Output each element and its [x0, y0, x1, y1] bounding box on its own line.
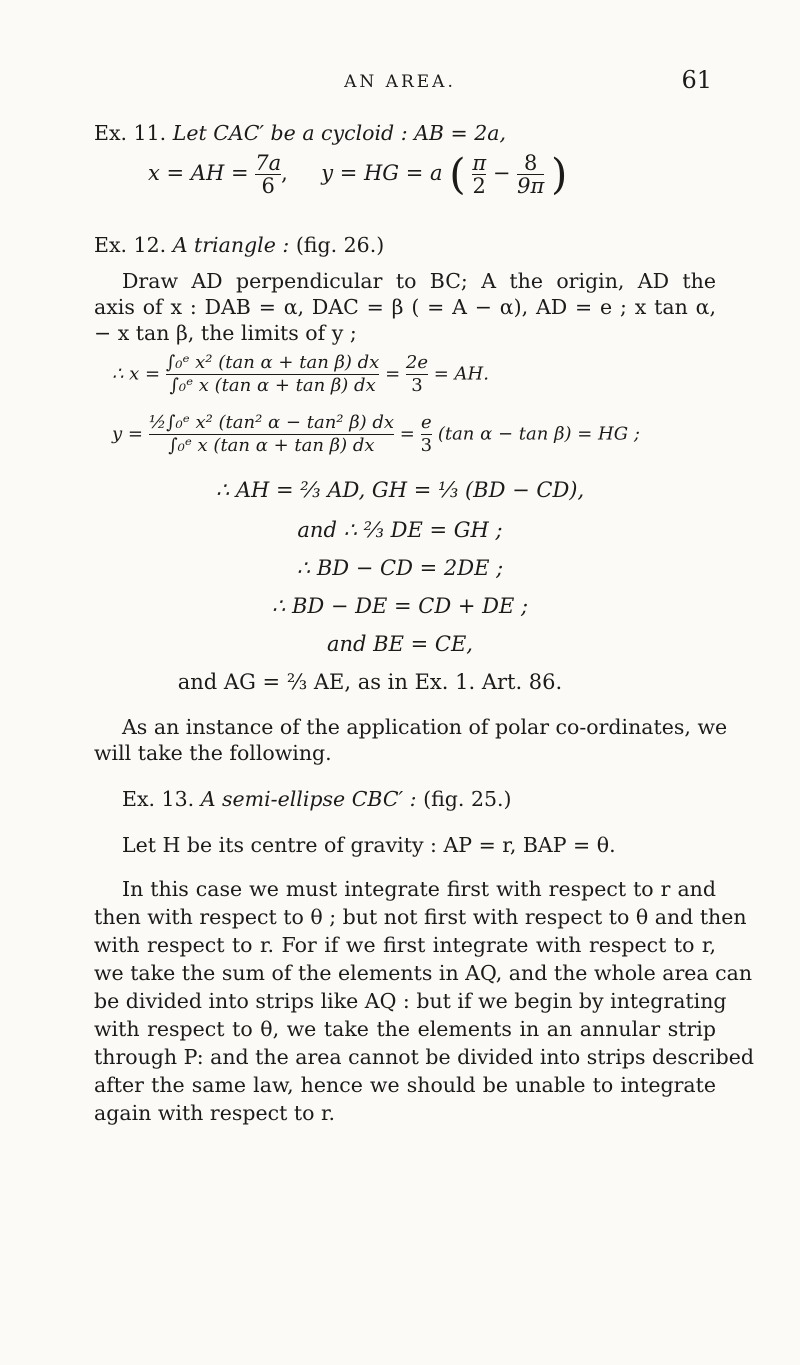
running-head: AN AREA. [344, 72, 456, 92]
ex13-para-line: we take the sum of the elements in AQ, and the whole area can [94, 961, 753, 985]
eq2-rhs: (tan α − tan β) = HG ; [437, 423, 640, 445]
eq1-frac-num: 2e [405, 352, 429, 373]
eq2-num: ½∫₀ᵉ x² (tan² α − tan² β) dx [148, 412, 395, 433]
ex12-label: Ex. 12. [94, 233, 167, 257]
eq1-lhs: ∴ x = [112, 363, 161, 385]
ex13-para-line: In this case we must integrate first with respect to r and [122, 877, 716, 901]
eq2-fraction [149, 412, 394, 457]
ex11-eight-den: 9π [517, 174, 545, 198]
ex11-x-lhs: x = AH = [148, 161, 249, 185]
ex11-x-den: 6 [255, 174, 281, 197]
ex12-step-3: ∴ BD − CD = 2DE ; [296, 556, 504, 580]
ex12-step-1: ∴ AH = ⅔ AD, GH = ⅓ (BD − CD), [215, 478, 585, 502]
ex11-y-lhs: y = HG = a [321, 161, 443, 185]
ex11-x-fraction [255, 152, 281, 197]
ex12-heading [94, 232, 716, 258]
ex11-eight-num: 8 [523, 151, 538, 175]
ex13-para-line: with respect to θ, we take the elements in an annular strip [94, 1017, 716, 1041]
ex11-pi-num: π [472, 151, 487, 175]
ex13-label: Ex. 13. [122, 787, 195, 811]
ex11-label: Ex. 11. [94, 121, 167, 145]
ex13-para-line: after the same law, hence we should be unable to integrate [94, 1073, 716, 1097]
eq1-result-fraction [406, 352, 428, 397]
ex13-para-line: through P: and the area cannot be divided into strips described [94, 1045, 754, 1069]
ex12-title: A triangle : [172, 233, 290, 257]
ex13-fig-ref: (fig. 25.) [423, 787, 512, 811]
ex11-text: Let CAC′ be a cycloid : AB = 2a, [172, 121, 506, 145]
eq2-mid: = [399, 423, 415, 445]
ex12-line-3: − x tan β, the limits of y ; [94, 321, 357, 345]
ex11-eight-fraction [517, 152, 544, 197]
ex13-title: A semi-ellipse CBC′ : [200, 787, 417, 811]
ex12-equation-y [112, 412, 640, 457]
ex11-heading [94, 120, 716, 146]
eq2-den: ∫₀ᵉ x (tan α + tan β) dx [149, 434, 394, 457]
eq2-frac-den: 3 [420, 435, 433, 456]
page-number: 61 [681, 66, 712, 94]
ex12-step-6: and AG = ⅔ AE, as in Ex. 1. Art. 86. [177, 670, 563, 694]
ex13-heading [122, 786, 744, 812]
eq2-lhs: y = [112, 423, 143, 445]
eq1-frac-den: 3 [406, 374, 428, 397]
eq2-result-fraction [421, 412, 432, 457]
intro-line-1: As an instance of the application of polar co-ordinates, we [122, 715, 728, 739]
ex13-para-line: then with respect to θ ; but not first with respect to θ and then [94, 905, 747, 929]
ex12-step-2: and ∴ ⅔ DE = GH ; [297, 518, 503, 542]
ex12-line-1: Draw AD perpendicular to BC; A the origin, AD the [122, 269, 716, 293]
eq1-mid: = [385, 363, 401, 385]
eq1-den: ∫₀ᵉ x (tan α + tan β) dx [166, 374, 379, 397]
eq1-rhs: = AH. [433, 363, 489, 385]
ex11-equation: x = AH = $\frac{7a}{6}$ , y = HG = a ( $\frac{\pi}{2}$ − $\frac{8}{9\pi}$ ) [148, 149, 568, 199]
ex11-pi-den: 2 [472, 174, 486, 198]
ex13-para-line: again with respect to r. [94, 1101, 336, 1125]
ex12-line-2: axis of x : DAB = α, DAC = β ( = A − α), AD = e ; x tan α, [94, 295, 716, 319]
ex13-para-line: with respect to r. For if we first integrate with respect to r, [94, 933, 716, 957]
eq1-fraction [166, 352, 379, 397]
ex11-pi-fraction [472, 152, 486, 197]
eq2-frac-num: e [421, 412, 432, 433]
ex12-step-5: and BE = CE, [327, 632, 473, 656]
ex12-equation-x [112, 352, 489, 397]
ex12-step-4: ∴ BD − DE = CD + DE ; [271, 594, 529, 618]
ex13-line-1: Let H be its centre of gravity : AP = r, BAP = θ. [122, 833, 616, 857]
ex12-fig-ref: (fig. 26.) [295, 233, 385, 257]
intro-line-2: will take the following. [94, 741, 332, 765]
ex13-para-line: be divided into strips like AQ : but if we begin by integrating [94, 989, 727, 1013]
eq1-num: ∫₀ᵉ x² (tan α + tan β) dx [165, 352, 380, 373]
ex11-x-num: 7a [255, 151, 282, 175]
